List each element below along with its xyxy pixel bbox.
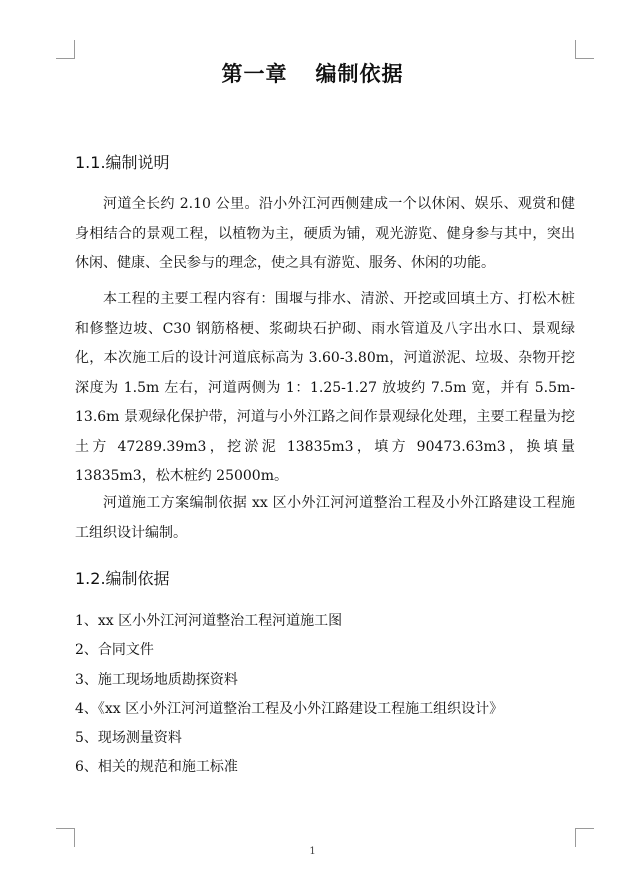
list-item: 2、合同文件 bbox=[75, 642, 154, 659]
paragraph-overview: 河道全长约 2.10 公里。沿小外江河西侧建成一个以休闲、娱乐、观赏和健身相结合的景观工程，以植物为主，硬质为铺，观光游览、健身参与其中，突出休闲、健康、全民参与的理念，使之具有游览、服务、休闲的功能。 bbox=[75, 196, 575, 271]
page-number: 1 bbox=[309, 846, 316, 857]
reference-list bbox=[75, 607, 503, 783]
paragraph-basis: 河道施工方案编制依据 xx 区小外江河河道整治工程及小外江路建设工程施工组织设计编制。 bbox=[75, 495, 575, 541]
section-heading-1-1: 1.1.编制说明 bbox=[75, 153, 170, 172]
chapter-name: 编制依据 bbox=[315, 62, 404, 86]
chapter-number: 第一章 bbox=[221, 62, 288, 86]
corner-mark-top-right bbox=[575, 40, 594, 59]
list-item: 5、现场测量资料 bbox=[75, 730, 182, 747]
corner-mark-bottom-right bbox=[575, 828, 594, 847]
list-item: 6、相关的规范和施工标准 bbox=[75, 759, 238, 776]
paragraph-scope: 本工程的主要工程内容有：围堰与排水、清淤、开挖或回填土方、打松木桩和修整边坡、C30 钢筋格梗、浆砌块石护砌、雨水管道及八字出水口、景观绿化，本次施工后的设计河道底标高为 3.60-3.80m，河道淤泥、垃圾、杂物开挖深度为 1.5m 左右，河道两侧为 1：1.25-1.27 放坡约 7.5m 宽，并有 5.5m-13.6m 景观绿化保护带，河道与小外江路之间作景观绿化处理，主要工程量为挖土方 47289.39m3，挖淤泥 13835m3，填方 90473.63m3，换填量 13835m3，松木桩约 25000m。 bbox=[75, 291, 575, 484]
corner-mark-bottom-left bbox=[56, 828, 75, 847]
list-item: 1、xx 区小外江河河道整治工程河道施工图 bbox=[75, 613, 343, 629]
chapter-title bbox=[0, 58, 625, 88]
list-item: 4、《xx 区小外江河河道整治工程及小外江路建设工程施工组织设计》 bbox=[75, 700, 504, 717]
list-item: 3、施工现场地质勘探资料 bbox=[75, 671, 238, 688]
section-heading-1-2: 1.2.编制依据 bbox=[75, 569, 170, 588]
corner-mark-top-left bbox=[56, 40, 75, 59]
